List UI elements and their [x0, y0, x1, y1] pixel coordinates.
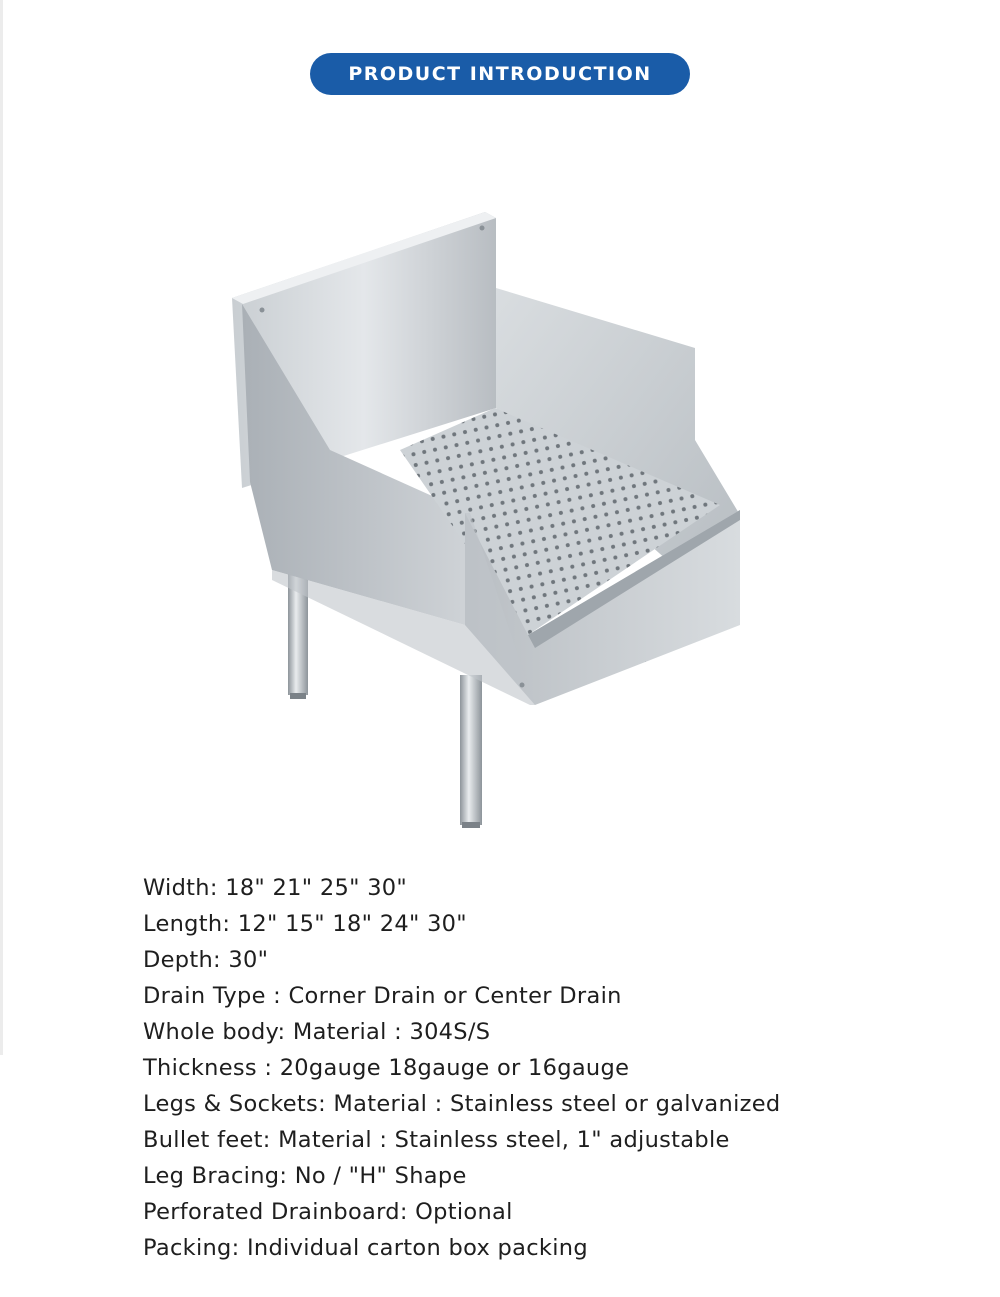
spec-body-material: Whole body: Material : 304S/S — [143, 1019, 491, 1045]
spec-width: Width: 18" 21" 25" 30" — [143, 875, 408, 901]
spec-legs-sockets: Legs & Sockets: Material : Stainless steel or galvanized — [143, 1091, 781, 1117]
spec-thickness: Thickness : 20gauge 18gauge or 16gauge — [143, 1055, 630, 1081]
spec-bullet-feet: Bullet feet: Material : Stainless steel, 1" adjustable — [143, 1127, 730, 1153]
spec-perforated-drainboard: Perforated Drainboard: Optional — [143, 1199, 513, 1225]
spec-leg-bracing: Leg Bracing: No / "H" Shape — [143, 1163, 467, 1189]
product-image — [190, 170, 820, 840]
left-border-line — [0, 0, 3, 1055]
spec-drain-type: Drain Type : Corner Drain or Center Drain — [143, 983, 622, 1009]
spec-depth: Depth: 30" — [143, 947, 269, 973]
specifications-list — [143, 870, 963, 1266]
spec-length: Length: 12" 15" 18" 24" 30" — [143, 911, 467, 937]
section-header-badge — [310, 53, 690, 95]
section-header-title: PRODUCT INTRODUCTION — [348, 63, 652, 85]
spec-packing: Packing: Individual carton box packing — [143, 1235, 588, 1261]
